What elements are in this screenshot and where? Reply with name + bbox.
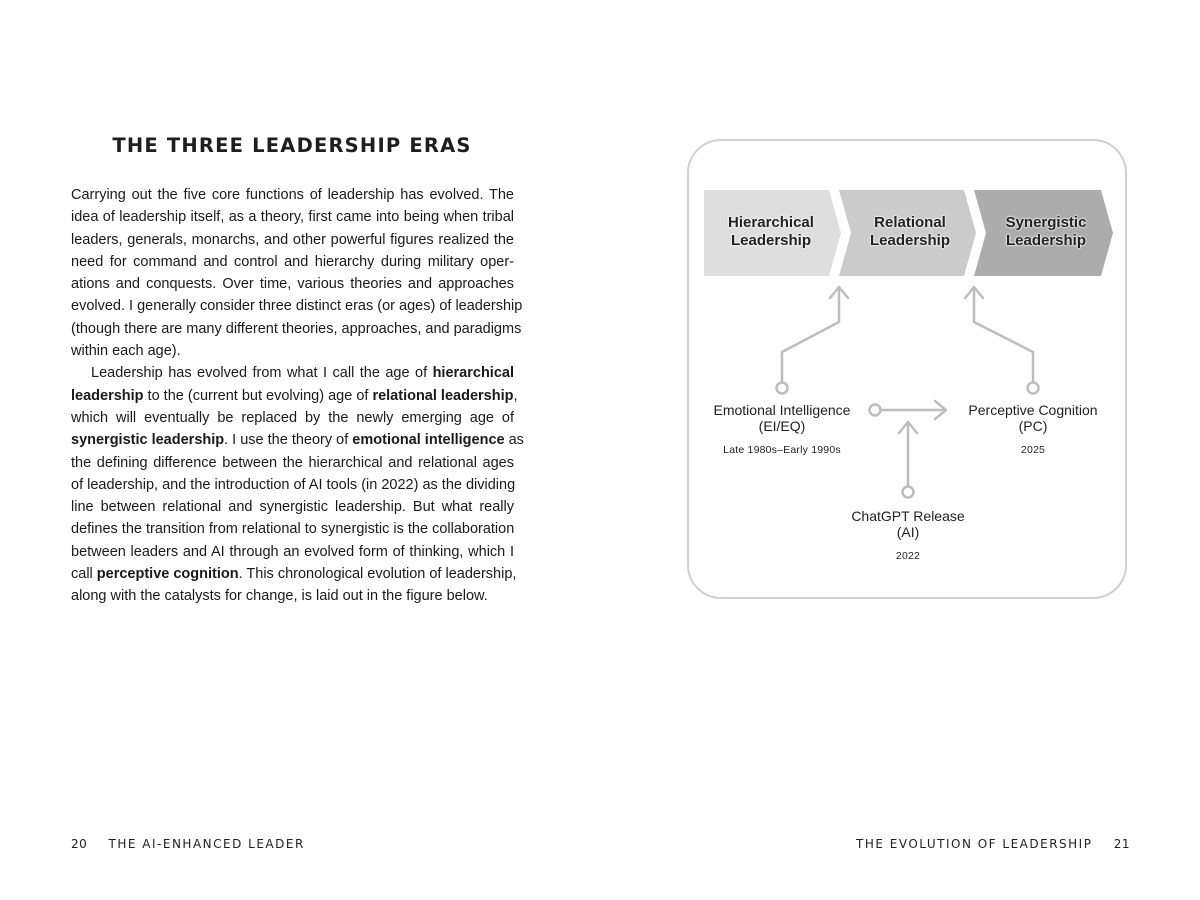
page-number-left: 20 <box>71 837 88 851</box>
page-number-right: 21 <box>1113 837 1130 851</box>
pc-connector-line <box>974 290 1033 382</box>
text-line: (though there are many different theories, approaches, and paradigms <box>71 320 522 337</box>
ei-connector-line <box>782 290 839 382</box>
ai-connector <box>899 422 917 498</box>
text-run: Leadership has evolved from what I call the age of <box>91 365 433 382</box>
ei-node <box>777 383 788 394</box>
catalyst-ai <box>828 508 988 564</box>
catalyst-title: Perceptive Cognition <box>968 402 1098 418</box>
era-label-hierarchical <box>710 214 832 250</box>
bold-term: relational leadership <box>372 387 514 404</box>
text-line: leaders, generals, monarchs, and other powerful figures realized the <box>71 231 514 248</box>
text-line: idea of leadership itself, as a theory, first came into being when tribal <box>71 209 514 226</box>
pc-connector <box>965 287 1039 394</box>
text-line: need for command and control and hierarchy during military oper- <box>71 253 514 270</box>
text-line: defines the transition from relational to synergistic is the collaboration <box>71 521 515 538</box>
era-label-relational <box>848 214 972 250</box>
era-label-line: Synergistic <box>1005 214 1087 231</box>
text-line: Carrying out the five core functions of leadership has evolved. The <box>71 187 514 203</box>
running-title-left: THE AI-ENHANCED LEADER <box>108 837 305 851</box>
text-line: within each age). <box>71 343 181 360</box>
text-line: line between relational and synergistic leadership. But what really <box>71 499 514 516</box>
pc-node <box>1028 383 1039 394</box>
era-label-line: Leadership <box>1005 232 1087 249</box>
bold-term: leadership <box>71 387 144 404</box>
bold-term: hierarchical <box>432 365 514 382</box>
era-label-line: Relational <box>874 214 946 231</box>
text-line: along with the catalysts for change, is laid out in the figure below. <box>71 588 488 605</box>
text-run: as <box>504 432 524 449</box>
catalyst-ei <box>697 402 867 458</box>
catalyst-abbrev: (PC) <box>1018 418 1048 434</box>
section-heading: THE THREE LEADERSHIP ERAS <box>112 134 472 157</box>
text-run: . This chronological evolution of leadership, <box>238 566 517 583</box>
running-title-right: THE EVOLUTION OF LEADERSHIP <box>855 837 1093 851</box>
catalyst-title: Emotional Intelligence <box>713 402 851 418</box>
era-label-line: Leadership <box>869 232 951 249</box>
ai-node <box>903 487 914 498</box>
catalyst-date: Late 1980s–Early 1990s <box>723 444 841 456</box>
text-line: ations and conquests. Over time, various theories and approaches <box>71 276 514 293</box>
era-label-line: Hierarchical <box>728 214 814 231</box>
catalyst-date: 2022 <box>895 550 921 562</box>
catalyst-abbrev: (EI/EQ) <box>758 418 806 434</box>
footer-left <box>71 837 305 851</box>
catalyst-date: 2025 <box>1020 444 1046 456</box>
era-label-line: Leadership <box>730 232 812 249</box>
text-run: . I use the theory of <box>224 432 353 449</box>
catalyst-title: ChatGPT Release <box>851 508 965 524</box>
era-label-synergistic <box>982 214 1110 250</box>
bold-term: emotional intelligence <box>352 432 505 449</box>
text-line: the defining difference between the hierarchical and relational ages <box>71 454 514 471</box>
text-run: call <box>71 566 97 583</box>
ei-to-pc-node <box>870 405 881 416</box>
catalyst-abbrev: (AI) <box>896 524 920 540</box>
ei-to-pc-connector <box>870 401 947 419</box>
bold-term: synergistic leadership <box>71 432 225 449</box>
text-line: evolved. I generally consider three distinct eras (or ages) of leadership <box>71 298 523 315</box>
catalyst-pc <box>953 402 1113 458</box>
bold-term: perceptive cognition <box>96 566 239 583</box>
text-line: which will eventually be replaced by the newly emerging age of <box>71 409 514 426</box>
text-run: to the (current but evolving) age of <box>143 387 373 404</box>
ei-connector <box>777 287 849 394</box>
footer-right <box>856 837 1130 851</box>
text-line: between leaders and AI through an evolved form of thinking, which I <box>71 543 514 560</box>
text-run: , <box>513 387 518 404</box>
text-line: of leadership, and the introduction of AI tools (in 2022) as the dividing <box>71 476 516 493</box>
